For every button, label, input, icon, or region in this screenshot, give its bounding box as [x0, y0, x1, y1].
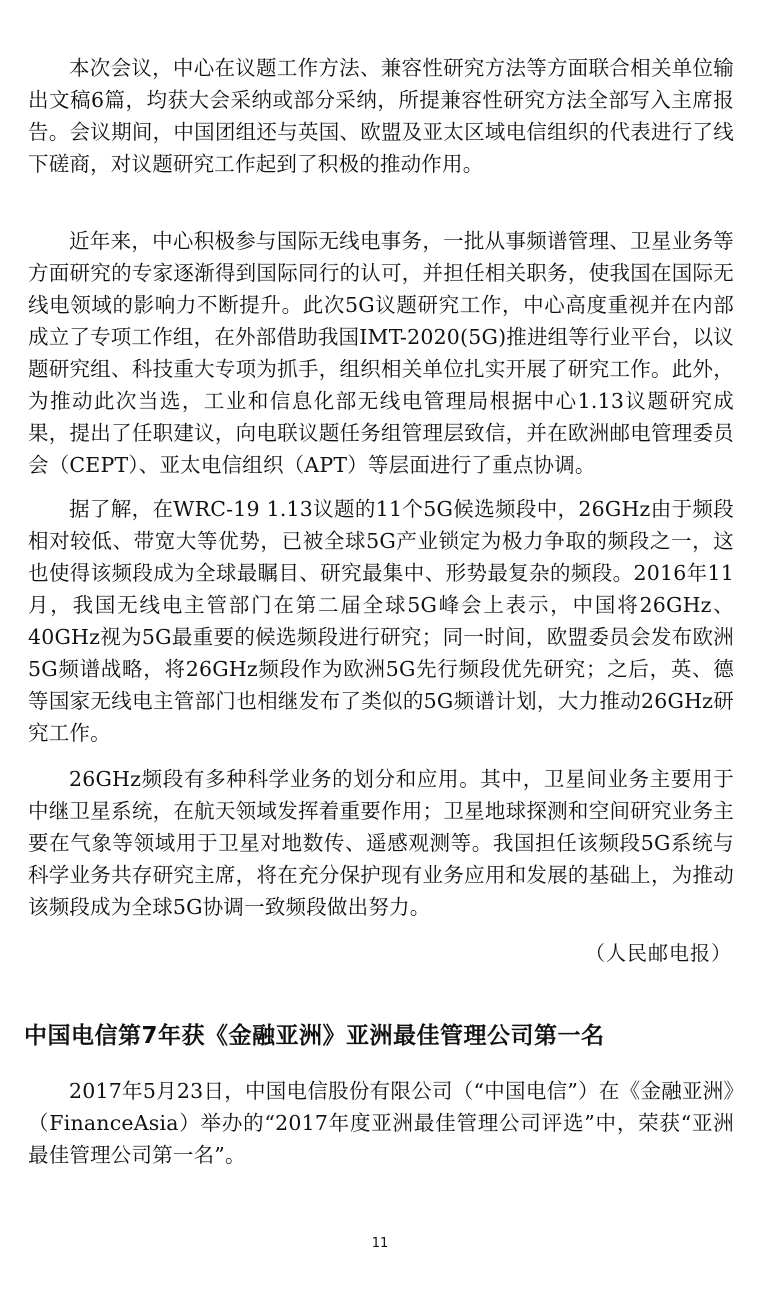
article1-paragraph-3: 据了解，在WRC-19 1.13议题的11个5G候选频段中，26GHz由于频段相对较低、带宽大等优势，已被全球5G产业锁定为极力争取的频段之一，这也使得该频段成为全球最瞩目、研究最集中、形势最复杂的频段。2016年11月，我国无线电主管部门在第二届全球5G峰会上表示，中国将26GHz、40GHz视为5G最重要的候选频段进行研究；同一时间，欧盟委员会发布欧洲5G频谱战略，将26GHz频段作为欧洲5G先行频段优先研究；之后，英、德等国家无线电主管部门也相继发布了类似的5G频谱计划，大力推动26GHz研究工作。	[28, 497, 734, 745]
article1-paragraph-4: 26GHz频段有多种科学业务的划分和应用。其中，卫星间业务主要用于中继卫星系统，在航天领域发挥着重要作用；卫星地球探测和空间研究业务主要在气象等领域用于卫星对地数传、遥感观测等。我国担任该频段5G系统与科学业务共存研究主席，将在充分保护现有业务应用和发展的基础上，为推动该频段成为全球5G协调一致频段做出努力。	[28, 767, 734, 919]
article1-source: （人民邮电报）	[585, 941, 732, 965]
article2-headline: 中国电信第7年获《金融亚洲》亚洲最佳管理公司第一名	[24, 1023, 605, 1049]
page-number: 11	[371, 1236, 389, 1251]
article2-paragraph: 2017年5月23日，中国电信股份有限公司（“中国电信”）在《金融亚洲》（FinanceAsia）举办的“2017年度亚洲最佳管理公司评选”中，荣获“亚洲最佳管理公司第一名”。	[28, 1079, 734, 1167]
article1-paragraph-1: 本次会议，中心在议题工作方法、兼容性研究方法等方面联合相关单位输出文稿6篇，均获大会采纳或部分采纳，所提兼容性研究方法全部写入主席报告。会议期间，中国团组还与英国、欧盟及亚太区域电信组织的代表进行了线下磋商，对议题研究工作起到了积极的推动作用。	[28, 56, 734, 176]
article1-paragraph-2: 近年来，中心积极参与国际无线电事务，一批从事频谱管理、卫星业务等方面研究的专家逐渐得到国际同行的认可，并担任相关职务，使我国在国际无线电领域的影响力不断提升。此次5G议题研究工作，中心高度重视并在内部成立了专项工作组，在外部借助我国IMT-2020(5G)推进组等行业平台，以议题研究组、科技重大专项为抓手，组织相关单位扎实开展了研究工作。此外，为推动此次当选，工业和信息化部无线电管理局根据中心1.13议题研究成果，提出了任职建议，向电联议题任务组管理层致信，并在欧洲邮电管理委员会（CEPT）、亚太电信组织（APT）等层面进行了重点协调。	[28, 229, 734, 477]
